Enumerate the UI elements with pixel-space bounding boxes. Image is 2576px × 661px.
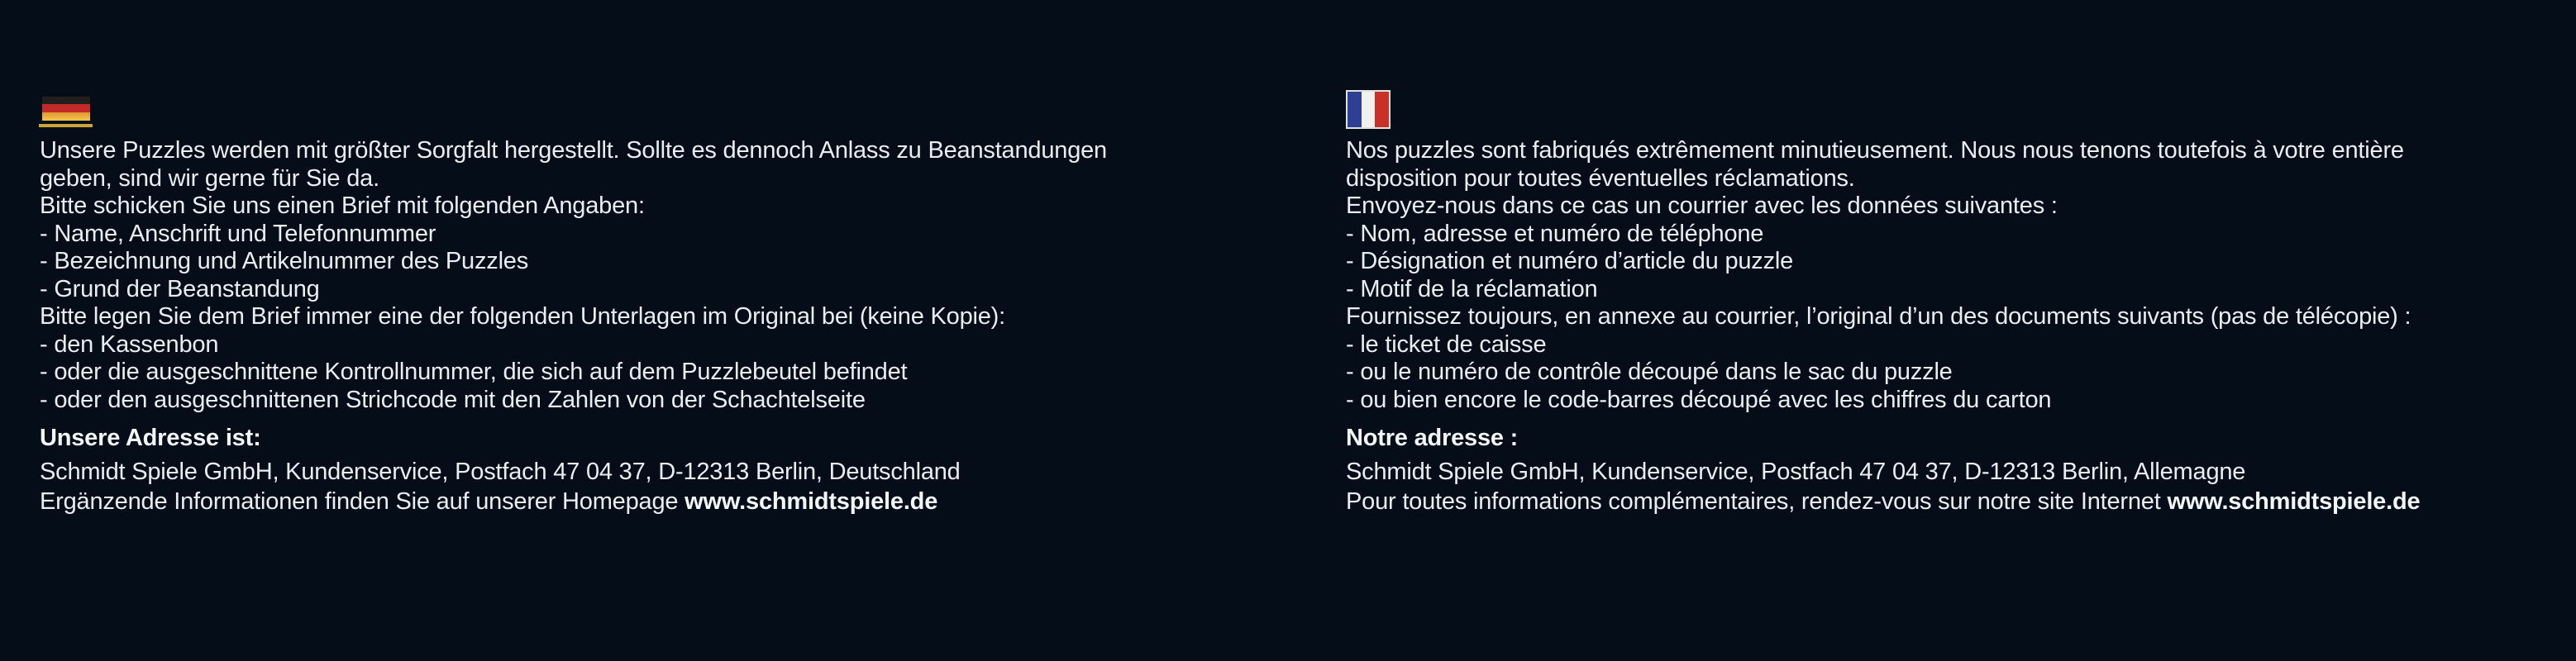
flag-stripe-red	[1375, 92, 1389, 127]
text-line: geben, sind wir gerne für Sie da.	[40, 164, 379, 192]
homepage-line	[1346, 488, 2561, 516]
bullet-line: - den Kassenbon	[40, 330, 219, 358]
bullet-line: - ou le numéro de contrôle découpé dans le sac du puzzle	[1346, 359, 1953, 385]
flag-stripe-white	[1362, 92, 1375, 127]
flag-stripe-gold	[42, 112, 90, 121]
homepage-prefix: Pour toutes informations complémentaires, rendez-vous sur notre site Internet	[1346, 488, 2168, 515]
address-heading: Notre adresse :	[1346, 425, 1519, 451]
text-line: Bitte legen Sie dem Brief immer eine der folgenden Unterlagen im Original bei (keine Kopie):	[40, 303, 1005, 330]
bullet-line: - Motif de la réclamation	[1346, 275, 1598, 302]
bullet-line: - oder die ausgeschnittene Kontrollnummer, die sich auf dem Puzzlebeutel befindet	[40, 359, 908, 385]
french-flag-icon	[1346, 90, 1391, 129]
bullet-line: - Name, Anschrift und Telefonnummer	[40, 220, 436, 247]
flag-stripe-red	[42, 104, 90, 112]
address-line: Schmidt Spiele GmbH, Kundenservice, Postfach 47 04 37, D-12313 Berlin, Allemagne	[1346, 458, 2246, 485]
flag-stripe-blue	[1348, 92, 1362, 127]
bullet-line: - ou bien encore le code-barres découpé avec les chiffres du carton	[1346, 386, 2052, 413]
bullet-line: - Grund der Beanstandung	[40, 275, 320, 302]
text-line: Unsere Puzzles werden mit größter Sorgfalt hergestellt. Sollte es dennoch Anlass zu Beanstandungen	[40, 137, 1107, 164]
bullet-line: - oder den ausgeschnittenen Strichcode mit den Zahlen von der Schachtelseite	[40, 386, 866, 413]
german-flag-icon	[42, 97, 90, 127]
address-heading: Unsere Adresse ist:	[40, 425, 261, 451]
homepage-line	[40, 488, 1305, 516]
flag-underline	[39, 124, 93, 127]
text-line: Fournissez toujours, en annexe au courrier, l’original d’un des documents suivants (pas de télécopie) :	[1346, 303, 2411, 330]
bullet-line: - Bezeichnung und Artikelnummer des Puzzles	[40, 248, 529, 274]
french-section	[1346, 137, 2561, 516]
bullet-line: - le ticket de caisse	[1346, 330, 1547, 358]
text-line: Bitte schicken Sie uns einen Brief mit folgenden Angaben:	[40, 193, 645, 219]
flag-stripe-black	[42, 97, 90, 104]
bullet-line: - Nom, adresse et numéro de téléphone	[1346, 220, 1764, 247]
homepage-prefix: Ergänzende Informationen finden Sie auf unserer Homepage	[40, 488, 685, 515]
text-line: Nos puzzles sont fabriqués extrêmement minutieusement. Nous nous tenons toutefois à votre entière	[1346, 137, 2404, 164]
text-line: disposition pour toutes éventuelles réclamations.	[1346, 164, 1855, 192]
german-section	[40, 137, 1305, 516]
text-line: Envoyez-nous dans ce cas un courrier avec les données suivantes :	[1346, 193, 2058, 219]
website-url: www.schmidtspiele.de	[685, 488, 938, 515]
bullet-line: - Désignation et numéro d’article du puzzle	[1346, 248, 1794, 274]
address-line: Schmidt Spiele GmbH, Kundenservice, Postfach 47 04 37, D-12313 Berlin, Deutschland	[40, 458, 961, 485]
website-url: www.schmidtspiele.de	[2167, 488, 2421, 515]
